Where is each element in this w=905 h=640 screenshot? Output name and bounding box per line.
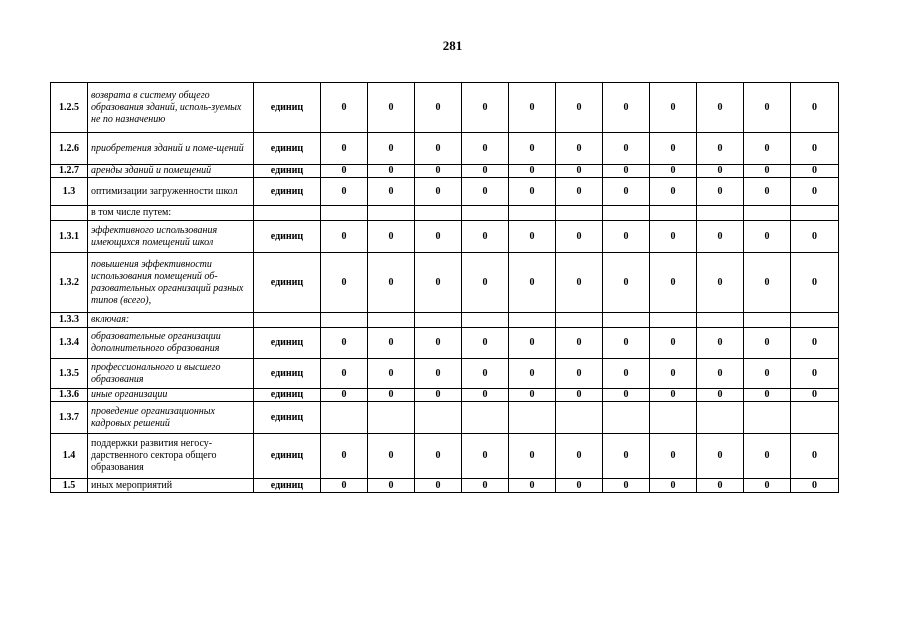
row-value	[556, 313, 603, 328]
row-value: 0	[321, 221, 368, 253]
row-value: 0	[650, 178, 697, 206]
row-value	[462, 206, 509, 221]
row-value: 0	[556, 133, 603, 165]
row-code: 1.3.2	[51, 253, 88, 313]
row-value: 0	[603, 253, 650, 313]
row-value	[415, 206, 462, 221]
row-value: 0	[744, 221, 791, 253]
row-value	[415, 402, 462, 434]
row-value: 0	[462, 389, 509, 402]
row-value: 0	[368, 434, 415, 479]
row-value: 0	[791, 253, 839, 313]
row-value: 0	[321, 389, 368, 402]
row-value: 0	[415, 389, 462, 402]
row-value: 0	[415, 434, 462, 479]
row-code: 1.3.1	[51, 221, 88, 253]
row-value: 0	[556, 221, 603, 253]
row-value: 0	[321, 434, 368, 479]
row-value: 0	[368, 165, 415, 178]
row-unit	[254, 206, 321, 221]
row-code: 1.3.7	[51, 402, 88, 434]
row-value: 0	[556, 328, 603, 359]
row-value: 0	[650, 165, 697, 178]
row-value: 0	[697, 359, 744, 389]
row-value: 0	[556, 359, 603, 389]
row-value: 0	[321, 83, 368, 133]
row-value	[791, 313, 839, 328]
row-value: 0	[509, 253, 556, 313]
row-value: 0	[791, 328, 839, 359]
row-value	[368, 402, 415, 434]
row-value	[791, 402, 839, 434]
row-value: 0	[744, 389, 791, 402]
row-value: 0	[509, 328, 556, 359]
table-row	[51, 221, 839, 253]
row-value: 0	[650, 434, 697, 479]
row-value: 0	[368, 178, 415, 206]
row-name: в том числе путем:	[88, 206, 254, 221]
row-name: аренды зданий и помещений	[88, 165, 254, 178]
row-value: 0	[462, 434, 509, 479]
row-name: иные организации	[88, 389, 254, 402]
row-value: 0	[603, 479, 650, 493]
row-value: 0	[744, 133, 791, 165]
row-value: 0	[744, 165, 791, 178]
row-value	[415, 313, 462, 328]
row-unit: единиц	[254, 165, 321, 178]
table-row	[51, 359, 839, 389]
row-value	[697, 206, 744, 221]
row-name: эффективного использования имеющихся помещений школ	[88, 221, 254, 253]
row-value: 0	[556, 434, 603, 479]
row-value: 0	[791, 359, 839, 389]
row-value: 0	[368, 389, 415, 402]
row-value	[509, 402, 556, 434]
row-value: 0	[556, 178, 603, 206]
row-value	[603, 206, 650, 221]
row-value	[791, 206, 839, 221]
row-value	[509, 206, 556, 221]
row-value: 0	[415, 479, 462, 493]
row-value: 0	[697, 165, 744, 178]
row-unit: единиц	[254, 479, 321, 493]
row-value: 0	[509, 389, 556, 402]
row-value: 0	[462, 479, 509, 493]
row-value: 0	[556, 479, 603, 493]
table-row	[51, 479, 839, 493]
row-value	[697, 402, 744, 434]
row-value: 0	[697, 328, 744, 359]
row-code	[51, 206, 88, 221]
row-value: 0	[791, 178, 839, 206]
row-code: 1.2.7	[51, 165, 88, 178]
row-value: 0	[697, 434, 744, 479]
row-value: 0	[697, 479, 744, 493]
row-value	[650, 402, 697, 434]
row-value: 0	[415, 83, 462, 133]
row-code: 1.3.3	[51, 313, 88, 328]
row-value: 0	[603, 133, 650, 165]
row-value: 0	[509, 479, 556, 493]
row-value: 0	[368, 328, 415, 359]
row-value: 0	[321, 328, 368, 359]
row-value: 0	[462, 328, 509, 359]
table-row	[51, 206, 839, 221]
row-value: 0	[650, 83, 697, 133]
row-unit: единиц	[254, 402, 321, 434]
table-row	[51, 83, 839, 133]
row-value: 0	[791, 434, 839, 479]
row-value: 0	[415, 253, 462, 313]
row-value: 0	[321, 359, 368, 389]
row-value	[556, 206, 603, 221]
row-name: иных мероприятий	[88, 479, 254, 493]
row-value: 0	[415, 221, 462, 253]
row-value: 0	[650, 389, 697, 402]
row-value: 0	[697, 133, 744, 165]
row-unit	[254, 313, 321, 328]
row-code: 1.3	[51, 178, 88, 206]
row-value: 0	[697, 178, 744, 206]
row-value	[321, 206, 368, 221]
row-value: 0	[744, 83, 791, 133]
row-value	[462, 402, 509, 434]
row-value: 0	[321, 253, 368, 313]
row-unit: единиц	[254, 221, 321, 253]
row-value: 0	[509, 133, 556, 165]
row-value	[697, 313, 744, 328]
row-value: 0	[509, 221, 556, 253]
table-row	[51, 434, 839, 479]
row-value	[603, 402, 650, 434]
row-value: 0	[650, 253, 697, 313]
row-value: 0	[697, 253, 744, 313]
row-value: 0	[415, 133, 462, 165]
row-value	[556, 402, 603, 434]
row-name: повышения эффективности использования помещений об-разовательных организаций разных типов (всего),	[88, 253, 254, 313]
row-value: 0	[509, 359, 556, 389]
row-value: 0	[791, 133, 839, 165]
row-unit: единиц	[254, 83, 321, 133]
row-value: 0	[650, 328, 697, 359]
row-value: 0	[462, 359, 509, 389]
row-name: включая:	[88, 313, 254, 328]
row-value: 0	[462, 133, 509, 165]
row-value: 0	[368, 133, 415, 165]
row-value: 0	[791, 83, 839, 133]
row-value: 0	[462, 221, 509, 253]
row-value: 0	[697, 221, 744, 253]
page-number: 281	[442, 38, 463, 53]
row-value: 0	[603, 165, 650, 178]
row-value: 0	[556, 165, 603, 178]
row-value: 0	[415, 359, 462, 389]
table-row	[51, 328, 839, 359]
row-value: 0	[462, 83, 509, 133]
data-table	[50, 82, 839, 493]
row-value: 0	[603, 359, 650, 389]
row-value: 0	[791, 389, 839, 402]
row-value	[321, 402, 368, 434]
row-value: 0	[744, 253, 791, 313]
row-value: 0	[603, 328, 650, 359]
row-name: поддержки развития негосу-дарственного сектора общего образования	[88, 434, 254, 479]
row-value: 0	[509, 434, 556, 479]
row-name: проведение организационных кадровых решений	[88, 402, 254, 434]
row-value	[321, 313, 368, 328]
row-value: 0	[744, 328, 791, 359]
row-value: 0	[791, 221, 839, 253]
row-name: оптимизации загруженности школ	[88, 178, 254, 206]
row-value: 0	[462, 253, 509, 313]
row-value: 0	[368, 359, 415, 389]
row-value: 0	[509, 178, 556, 206]
row-unit: единиц	[254, 133, 321, 165]
row-code: 1.3.5	[51, 359, 88, 389]
row-value: 0	[321, 178, 368, 206]
row-unit: единиц	[254, 178, 321, 206]
row-name: профессионального и высшего образования	[88, 359, 254, 389]
row-value: 0	[603, 83, 650, 133]
row-value: 0	[368, 221, 415, 253]
row-unit: единиц	[254, 434, 321, 479]
row-value: 0	[744, 479, 791, 493]
row-value: 0	[321, 479, 368, 493]
row-value: 0	[697, 389, 744, 402]
row-value: 0	[415, 328, 462, 359]
row-value	[462, 313, 509, 328]
row-value	[744, 402, 791, 434]
row-value: 0	[650, 479, 697, 493]
row-value: 0	[509, 165, 556, 178]
row-code: 1.4	[51, 434, 88, 479]
row-value: 0	[697, 83, 744, 133]
row-value: 0	[415, 178, 462, 206]
row-unit: единиц	[254, 328, 321, 359]
row-value	[509, 313, 556, 328]
row-value: 0	[321, 133, 368, 165]
row-value: 0	[791, 479, 839, 493]
row-value: 0	[368, 479, 415, 493]
row-unit: единиц	[254, 359, 321, 389]
table-row	[51, 165, 839, 178]
row-unit: единиц	[254, 389, 321, 402]
row-value: 0	[556, 253, 603, 313]
row-value: 0	[509, 83, 556, 133]
row-value: 0	[368, 253, 415, 313]
row-name: возврата в систему общего образования зданий, исполь-зуемых не по назначению	[88, 83, 254, 133]
row-code: 1.3.4	[51, 328, 88, 359]
row-value: 0	[462, 165, 509, 178]
table-row	[51, 389, 839, 402]
table-row	[51, 178, 839, 206]
row-value	[744, 206, 791, 221]
row-value	[650, 206, 697, 221]
row-value	[650, 313, 697, 328]
row-value: 0	[603, 178, 650, 206]
row-value: 0	[368, 83, 415, 133]
row-value: 0	[791, 165, 839, 178]
row-code: 1.3.6	[51, 389, 88, 402]
row-code: 1.5	[51, 479, 88, 493]
row-value: 0	[415, 165, 462, 178]
row-value: 0	[603, 221, 650, 253]
row-value: 0	[650, 359, 697, 389]
row-value: 0	[650, 221, 697, 253]
row-value	[368, 313, 415, 328]
table-row	[51, 402, 839, 434]
row-value: 0	[321, 165, 368, 178]
table-row	[51, 133, 839, 165]
row-value: 0	[603, 389, 650, 402]
table-row	[51, 253, 839, 313]
row-value	[603, 313, 650, 328]
row-name: образовательные организации дополнительного образования	[88, 328, 254, 359]
row-unit: единиц	[254, 253, 321, 313]
row-value: 0	[744, 359, 791, 389]
row-value: 0	[603, 434, 650, 479]
row-value: 0	[556, 389, 603, 402]
row-value	[368, 206, 415, 221]
row-value: 0	[744, 434, 791, 479]
row-value: 0	[650, 133, 697, 165]
row-name: приобретения зданий и поме-щений	[88, 133, 254, 165]
table-row	[51, 313, 839, 328]
row-value: 0	[744, 178, 791, 206]
row-value: 0	[556, 83, 603, 133]
row-value	[744, 313, 791, 328]
row-value: 0	[462, 178, 509, 206]
row-code: 1.2.6	[51, 133, 88, 165]
row-code: 1.2.5	[51, 83, 88, 133]
